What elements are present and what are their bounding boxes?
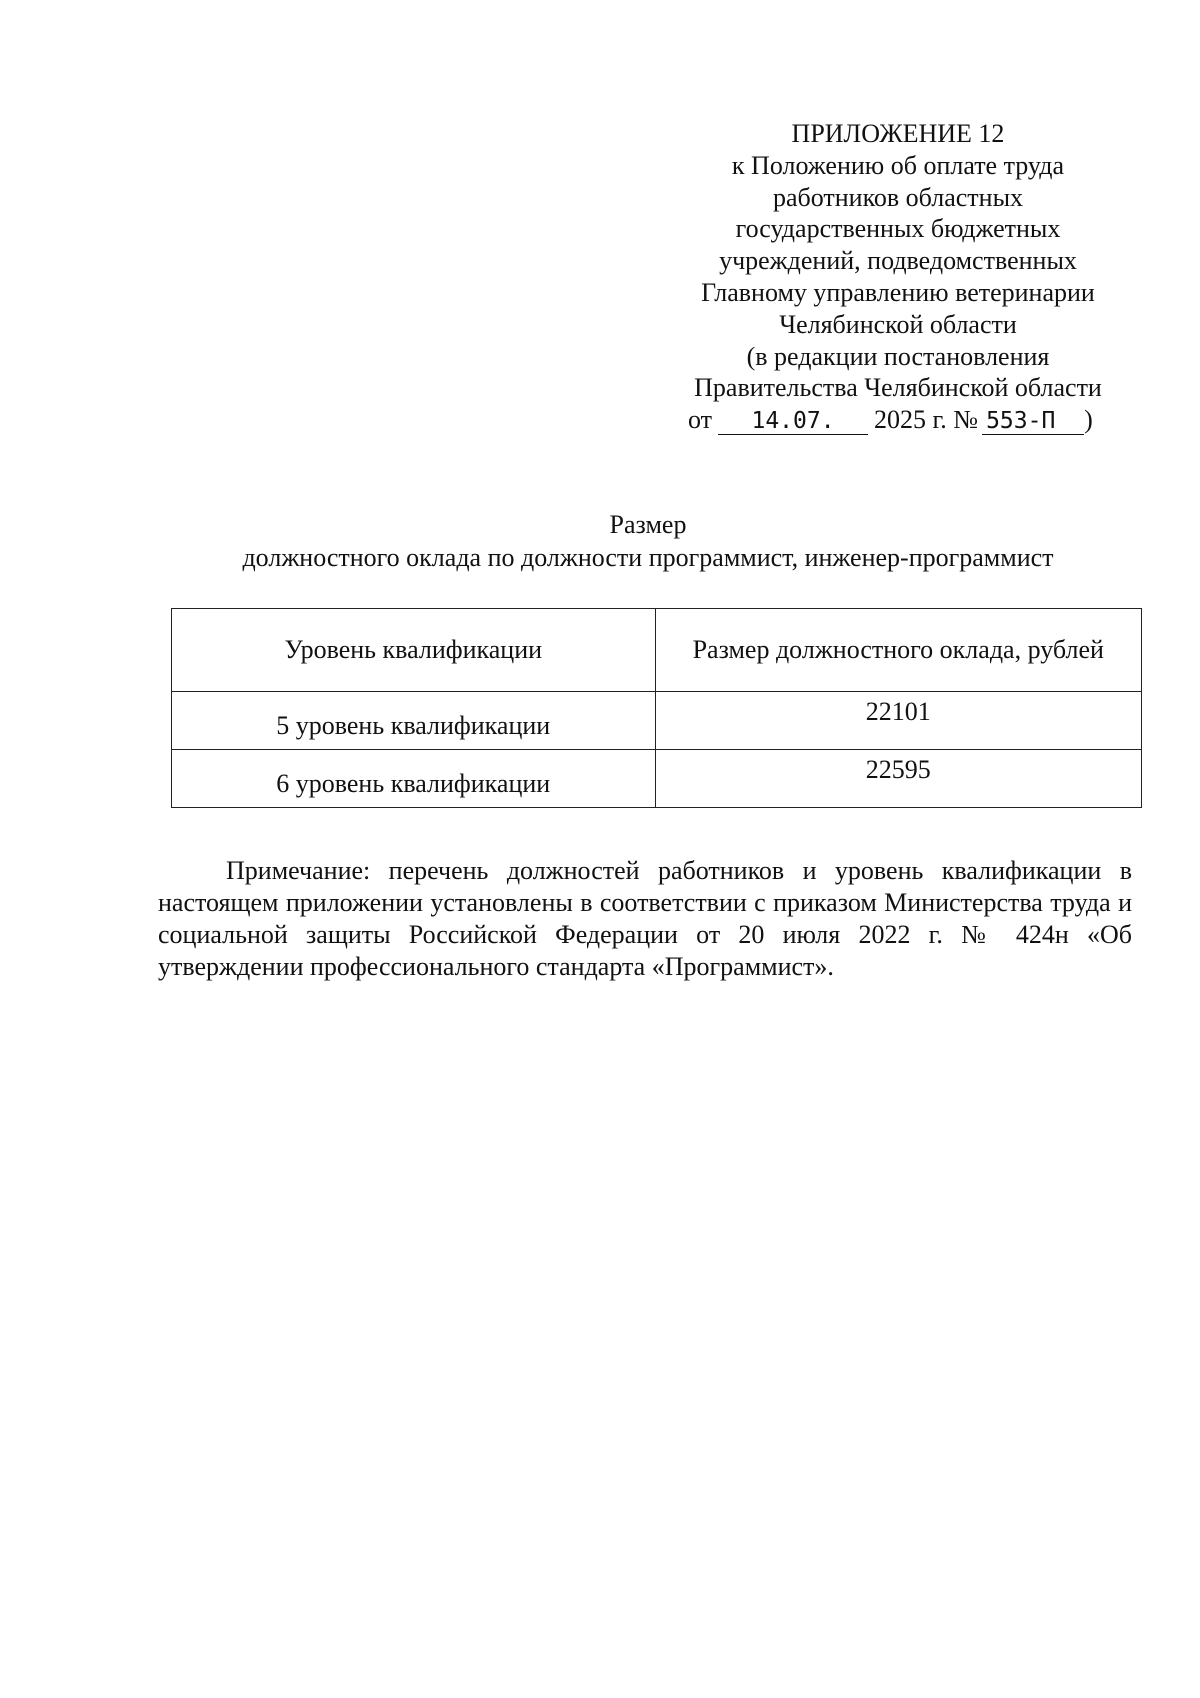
appendix-line: государственных бюджетных [735, 214, 1061, 244]
table-row [172, 692, 1142, 750]
appendix-header [668, 118, 1128, 436]
resolution-date: 14.07. [718, 408, 868, 435]
appendix-line: к Положению об оплате труда [731, 150, 1065, 180]
year-text: 2025 г. № [874, 405, 979, 435]
closing-paren: ) [1084, 405, 1093, 435]
table-header-row [172, 609, 1142, 692]
salary-table [171, 608, 1142, 808]
table-row [172, 750, 1142, 808]
header-qualification-level: Уровень квалификации [172, 609, 656, 692]
header-salary-size: Размер должностного оклада, рублей [655, 609, 1142, 692]
resolution-date-line [668, 404, 1128, 436]
appendix-line: Главному управлению ветеринарии [701, 277, 1095, 307]
salary-amount-cell: 22595 [655, 750, 1142, 808]
appendix-line: работников областных [772, 182, 1024, 212]
appendix-line: учреждений, подведомственных [719, 246, 1077, 276]
qualification-level-cell: 6 уровень квалификации [172, 750, 656, 808]
heading-line-1: Размер [609, 510, 687, 539]
appendix-line: (в редакции постановления [746, 341, 1050, 371]
note-paragraph: Примечание: перечень должностей работников и уровень квалификации в настоящем приложении установлены в соответствии с приказом Министерства труда и социальной защиты Российской Федерации от 20 июля 2022 г. № 424н «Об утверждении профессионального стандарта «Программист». [158, 856, 1132, 981]
appendix-title: ПРИЛОЖЕНИЕ 12 [791, 119, 1005, 148]
appendix-line: Правительства Челябинской области [694, 373, 1102, 403]
qualification-level-cell: 5 уровень квалификации [172, 692, 656, 750]
appendix-line: Челябинской области [779, 309, 1017, 339]
heading-line-2: должностного оклада по должности программист, инженер-программист [242, 543, 1054, 572]
resolution-number: 553-П [982, 408, 1084, 435]
salary-amount-cell: 22101 [655, 692, 1142, 750]
document-heading [0, 508, 1200, 574]
date-prefix: от [688, 405, 713, 435]
